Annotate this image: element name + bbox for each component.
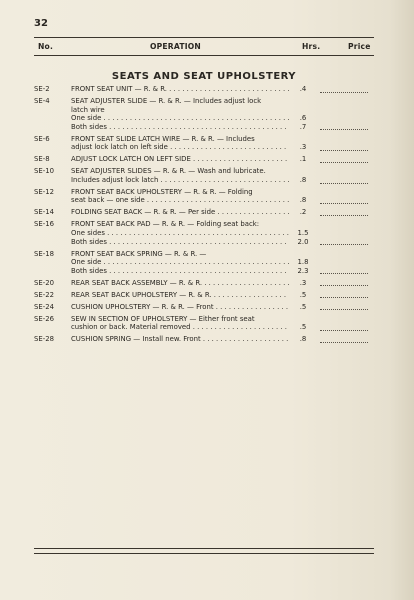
operation-text-line: FRONT SEAT SLIDE LATCH WIRE — R. & R. — Includes [71, 134, 255, 143]
hours-values [289, 97, 317, 131]
price-fill-line [320, 129, 368, 130]
hours-values [289, 279, 317, 288]
hours-value: .8 [299, 335, 307, 344]
price-blank [317, 250, 372, 276]
price-fill-line [320, 285, 368, 286]
operation-number: SE-4 [34, 96, 50, 105]
operation-text-line: latch wire [71, 105, 105, 114]
price-fill-line [320, 309, 368, 310]
operation-row [34, 188, 374, 205]
price-fill-line [320, 162, 368, 163]
hours-values [289, 250, 317, 276]
price-fill-line [320, 330, 368, 331]
hours-values [289, 167, 317, 184]
price-blank [317, 85, 372, 94]
header-top-rule [34, 37, 374, 38]
operation-description [71, 155, 289, 164]
operation-text-line: CUSHION SPRING — Install new. Front . . . [71, 335, 289, 344]
hours-value [289, 188, 317, 197]
hours-value [289, 97, 317, 106]
hours-value: .3 [299, 278, 307, 287]
operation-row [34, 85, 374, 94]
operation-row [34, 208, 374, 217]
operation-text-line: cushion or back. Material removed . . . [71, 323, 289, 332]
operation-description [71, 220, 289, 246]
price-blank [317, 167, 372, 184]
operation-text-line: Both sides . . . [71, 123, 289, 132]
footer-rule-bottom [34, 553, 374, 554]
price-blank [317, 315, 372, 332]
operation-text-line: One side . . . [71, 258, 289, 267]
price-fill-line [320, 150, 368, 151]
hours-value: 1.5 [297, 229, 309, 238]
operation-text-line: One side . . . [71, 114, 289, 123]
hours-values [289, 303, 317, 312]
operation-text-line: ADJUST LOCK LATCH ON LEFT SIDE . . . [71, 155, 289, 164]
operation-row [34, 279, 374, 288]
hours-values [289, 208, 317, 217]
hours-values [289, 291, 317, 300]
price-fill-line [320, 297, 368, 298]
hours-value: 2.0 [297, 237, 309, 246]
price-fill-line [320, 183, 368, 184]
section-title: SEATS AND SEAT UPHOLSTERY [111, 71, 297, 82]
operation-number: SE-26 [34, 314, 54, 323]
hours-value: .5 [299, 290, 307, 299]
column-header-no: No. [38, 42, 54, 51]
operation-row [34, 97, 374, 131]
operation-text-line: SEW IN SECTION OF UPHOLSTERY — Either front seat [71, 314, 255, 323]
operation-description [71, 291, 289, 300]
operation-row [34, 303, 374, 312]
operation-text-line: Both sides . . . [71, 267, 289, 276]
column-header-operation: OPERATION [150, 42, 201, 51]
footer-rule-top [34, 548, 374, 549]
operation-row [34, 315, 374, 332]
hours-value: 1.8 [297, 258, 309, 267]
operation-number: SE-14 [34, 208, 54, 217]
hours-value: .3 [299, 143, 307, 152]
operation-text-line: One sides . . . [71, 229, 289, 238]
hours-value: .4 [299, 85, 307, 93]
operation-text-line: FRONT SEAT UNIT — R. & R. . . . [71, 85, 289, 94]
operation-description [71, 335, 289, 344]
operation-text-line: CUSHION UPHOLSTERY — R. & R. — Front . . . [71, 303, 289, 312]
hours-values [289, 188, 317, 205]
operation-number: SE-18 [34, 249, 54, 258]
hours-value: .5 [299, 323, 307, 332]
price-blank [317, 291, 372, 300]
operation-row [34, 291, 374, 300]
operation-number: SE-24 [34, 302, 54, 311]
price-fill-line [320, 92, 368, 93]
page-number: 32 [34, 18, 48, 29]
operation-description [71, 85, 289, 94]
hours-value [289, 315, 317, 324]
price-fill-line [320, 215, 368, 216]
hours-value: .7 [299, 122, 307, 131]
hours-values [289, 220, 317, 246]
price-fill-line [320, 244, 368, 245]
operation-number: SE-20 [34, 278, 54, 287]
hours-value: .8 [299, 196, 307, 205]
price-fill-line [320, 203, 368, 204]
price-fill-line [320, 342, 368, 343]
operation-description [71, 279, 289, 288]
hours-values [289, 335, 317, 344]
operation-text-line: seat back — one side . . . [71, 196, 289, 205]
hours-value [289, 167, 317, 176]
operation-row [34, 155, 374, 164]
operation-description [71, 250, 289, 276]
operation-description [71, 188, 289, 205]
operation-text-line: FRONT SEAT BACK SPRING — R. & R. — [71, 249, 207, 258]
column-header-hrs: Hrs. [302, 42, 321, 51]
operation-number: SE-22 [34, 290, 54, 299]
operation-number: SE-16 [34, 220, 54, 229]
hours-value: .2 [299, 208, 307, 217]
operations-list [34, 85, 374, 347]
hours-values [289, 85, 317, 94]
hours-value: 2.3 [297, 266, 309, 275]
price-blank [317, 135, 372, 152]
operation-number: SE-28 [34, 335, 54, 344]
hours-value [289, 106, 317, 115]
operation-row [34, 167, 374, 184]
operation-description [71, 167, 289, 184]
operation-text-line: SEAT ADJUSTER SLIDE — R. & R. — Includes adjust lock [71, 96, 262, 105]
operation-description [71, 97, 289, 131]
operation-number: SE-2 [34, 85, 50, 93]
hours-value: .1 [299, 155, 307, 164]
operation-description [71, 315, 289, 332]
hours-values [289, 155, 317, 164]
operation-row [34, 335, 374, 344]
operation-row [34, 135, 374, 152]
hours-values [289, 135, 317, 152]
operation-description [71, 303, 289, 312]
hours-value: .6 [299, 114, 307, 123]
hours-values [289, 315, 317, 332]
price-blank [317, 335, 372, 344]
operation-row [34, 250, 374, 276]
operation-number: SE-12 [34, 187, 54, 196]
hours-value [289, 220, 317, 229]
price-blank [317, 97, 372, 131]
price-blank [317, 279, 372, 288]
operation-text-line: REAR SEAT BACK UPHOLSTERY — R. & R. . . . [71, 291, 289, 300]
hours-value: .5 [299, 302, 307, 311]
operation-number: SE-10 [34, 167, 54, 176]
price-blank [317, 155, 372, 164]
operation-text-line: FRONT SEAT BACK UPHOLSTERY — R. & R. — Folding [71, 187, 253, 196]
price-fill-line [320, 273, 368, 274]
operation-row [34, 220, 374, 246]
hours-value: .8 [299, 175, 307, 184]
operation-text-line: FOLDING SEAT BACK — R. & R. — Per side . . . [71, 208, 289, 217]
operation-number: SE-6 [34, 134, 50, 143]
hours-value [289, 135, 317, 144]
price-blank [317, 208, 372, 217]
operation-text-line: Includes adjust lock latch . . . [71, 176, 289, 185]
operation-description [71, 135, 289, 152]
operation-text-line: adjust lock latch on left side . . . [71, 143, 289, 152]
price-blank [317, 303, 372, 312]
header-bottom-rule [34, 55, 374, 56]
operation-description [71, 208, 289, 217]
operation-text-line: FRONT SEAT BACK PAD — R. & R. — Folding seat back: [71, 220, 260, 229]
operation-number: SE-8 [34, 155, 50, 164]
price-blank [317, 220, 372, 246]
operation-text-line: Both sides . . . [71, 238, 289, 247]
operation-text-line: SEAT ADJUSTER SLIDES — R. & R. — Wash and lubricate. [71, 167, 266, 176]
price-blank [317, 188, 372, 205]
hours-value [289, 250, 317, 259]
operation-text-line: REAR SEAT BACK ASSEMBLY — R. & R. . . . [71, 279, 289, 288]
column-header-price: Price [348, 42, 371, 51]
